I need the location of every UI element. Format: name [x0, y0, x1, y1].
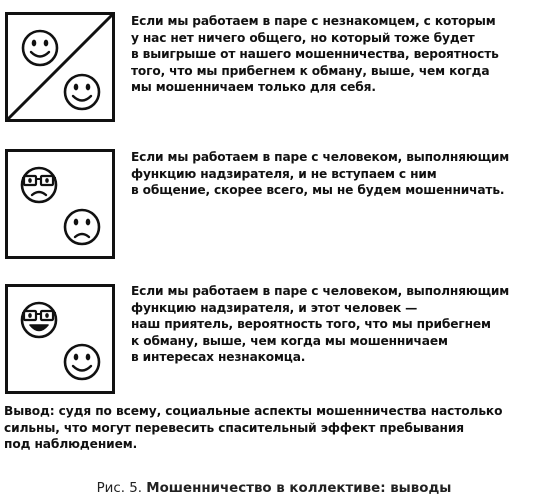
text-line: того, что мы прибегнем к обману, выше, чем когда — [131, 63, 490, 78]
caption-prefix: Рис. 5. — [96, 481, 147, 496]
caption-title: Мошенничество в коллективе: выводы — [146, 481, 452, 496]
panel-3-description — [131, 283, 543, 366]
text-line: Если мы работаем в паре с человеком, выполняющим — [131, 150, 510, 164]
text-line: Если мы работаем в паре с человеком, выполняющим — [131, 284, 510, 298]
panel-1-svg — [5, 12, 115, 122]
panel-2-svg — [5, 149, 115, 259]
text-line: мы мошенничаем только для себя. — [131, 80, 376, 95]
panel-2-description — [131, 149, 543, 199]
panel-1-illustration — [5, 12, 115, 122]
frame — [7, 151, 114, 258]
text-line: сильны, что могут перевесить спасительный эффект пребывания — [4, 420, 464, 435]
figure-caption — [0, 481, 548, 496]
panel-3-svg — [5, 284, 115, 394]
text-line: Если мы работаем в паре с незнакомцем, с которым — [131, 14, 496, 28]
panel-2-illustration — [5, 149, 115, 259]
smiling-face-icon — [65, 345, 99, 379]
panel-3-illustration — [5, 284, 115, 394]
frame — [7, 286, 114, 393]
sad-face-icon — [65, 210, 99, 244]
text-line: в общение, скорее всего, мы не будем мошенничать. — [131, 183, 505, 198]
sad-face-with-glasses-icon — [22, 168, 56, 202]
text-line: функцию надзирателя, и этот человек — — [131, 300, 418, 315]
text-line: функцию надзирателя, и не вступаем с ним — [131, 166, 437, 181]
text-line: в выигрыше от нашего мошенничества, вероятность — [131, 47, 499, 62]
smiling-face-icon — [65, 75, 99, 109]
text-line: Вывод: судя по всему, социальные аспекты мошенничества настолько — [4, 404, 503, 418]
text-line: к обману, выше, чем когда мы мошенничаем — [131, 333, 448, 348]
panel-1-description — [131, 13, 543, 96]
text-line: у нас нет ничего общего, но который тоже будет — [131, 30, 475, 45]
smiling-face-icon — [23, 31, 57, 65]
smiling-face-with-glasses-icon — [22, 303, 56, 337]
conclusion-text — [4, 403, 544, 453]
text-line: наш приятель, вероятность того, что мы прибегнем — [131, 317, 491, 332]
text-line: в интересах незнакомца. — [131, 350, 306, 365]
diagonal-divider-icon — [7, 14, 113, 120]
text-line: под наблюдением. — [4, 437, 138, 452]
